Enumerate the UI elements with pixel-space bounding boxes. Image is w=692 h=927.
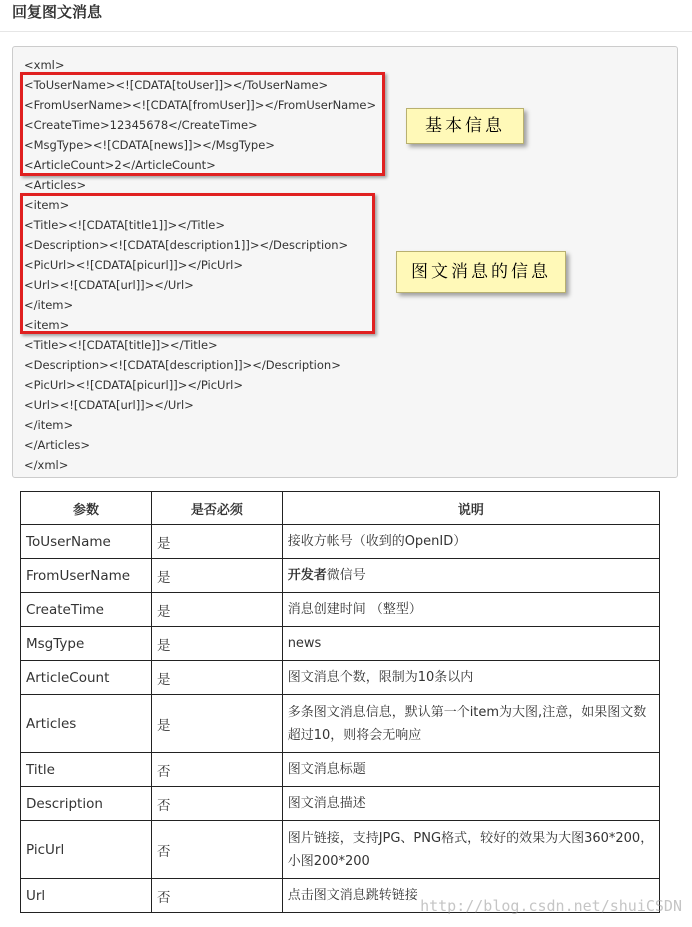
- code-line: <PicUrl><![CDATA[picurl]]></PicUrl>: [24, 258, 244, 272]
- code-line: </Articles>: [24, 438, 91, 452]
- code-line: <FromUserName><![CDATA[fromUser]]></FromUserName>: [24, 98, 377, 112]
- table-row: [21, 787, 660, 821]
- header-required: 是否必须: [151, 492, 282, 525]
- required-cell: 否: [151, 787, 282, 821]
- description-cell: 接收方帐号（收到的OpenID）: [282, 525, 659, 559]
- code-line: </item>: [24, 418, 74, 432]
- code-line: <Description><![CDATA[description]]></Description>: [24, 358, 341, 372]
- parameter-table: [20, 491, 660, 913]
- description-cell: 点击图文消息跳转链接: [282, 879, 659, 913]
- code-line: <ToUserName><![CDATA[toUser]]></ToUserName>: [24, 78, 329, 92]
- param-cell: ToUserName: [21, 525, 152, 559]
- title-divider: [0, 31, 692, 32]
- param-cell: MsgType: [21, 627, 152, 661]
- code-line: <PicUrl><![CDATA[picurl]]></PicUrl>: [24, 378, 244, 392]
- table-row: [21, 627, 660, 661]
- table-header-row: [21, 492, 660, 525]
- page-title: 回复图文消息: [12, 3, 103, 21]
- param-cell: Url: [21, 879, 152, 913]
- code-line: </xml>: [24, 458, 69, 472]
- param-cell: Title: [21, 753, 152, 787]
- code-line: <Title><![CDATA[title1]]></Title>: [24, 218, 225, 232]
- description-cell: news: [282, 627, 659, 661]
- required-cell: 是: [151, 695, 282, 753]
- code-line: <Articles>: [24, 178, 87, 192]
- code-line: <Title><![CDATA[title]]></Title>: [24, 338, 218, 352]
- description-bold: 开发者: [287, 568, 327, 583]
- required-cell: 否: [151, 821, 282, 879]
- description-cell: 图文消息个数，限制为10条以内: [282, 661, 659, 695]
- required-cell: 否: [151, 879, 282, 913]
- code-line: <Url><![CDATA[url]]></Url>: [24, 398, 194, 412]
- header-param: 参数: [21, 492, 152, 525]
- code-line: <item>: [24, 318, 70, 332]
- param-cell: Articles: [21, 695, 152, 753]
- required-cell: 是: [151, 525, 282, 559]
- table-row: [21, 695, 660, 753]
- table-row: [21, 559, 660, 593]
- table-row: [21, 525, 660, 559]
- article-info-callout: 图文消息的信息: [396, 251, 566, 293]
- code-line: <item>: [24, 198, 70, 212]
- required-cell: 是: [151, 661, 282, 695]
- blog-watermark: http://blog.csdn.net/shuiCSDN: [420, 897, 682, 915]
- required-cell: 是: [151, 559, 282, 593]
- basic-info-highlight: [20, 72, 385, 176]
- table-row: [21, 753, 660, 787]
- description-cell: [282, 559, 659, 593]
- param-cell: Description: [21, 787, 152, 821]
- required-cell: 否: [151, 753, 282, 787]
- description-cell: 图片链接，支持JPG、PNG格式，较好的效果为大图360*200，小图200*200: [282, 821, 659, 879]
- description-cell: 多条图文消息信息，默认第一个item为大图,注意，如果图文数超过10，则将会无响应: [282, 695, 659, 753]
- code-line: </item>: [24, 298, 74, 312]
- code-line: <CreateTime>12345678</CreateTime>: [24, 118, 258, 132]
- description-cell: 消息创建时间 （整型）: [282, 593, 659, 627]
- table-row: [21, 661, 660, 695]
- header-description: 说明: [282, 492, 659, 525]
- code-line: <Description><![CDATA[description1]]></Description>: [24, 238, 349, 252]
- table-row: [21, 593, 660, 627]
- required-cell: 是: [151, 593, 282, 627]
- code-line: <ArticleCount>2</ArticleCount>: [24, 158, 216, 172]
- description-cell: 图文消息描述: [282, 787, 659, 821]
- param-cell: ArticleCount: [21, 661, 152, 695]
- code-line: <Url><![CDATA[url]]></Url>: [24, 278, 194, 292]
- basic-info-callout: 基本信息: [406, 108, 524, 144]
- table-row: [21, 821, 660, 879]
- param-cell: CreateTime: [21, 593, 152, 627]
- code-line: <xml>: [24, 58, 65, 72]
- param-cell: PicUrl: [21, 821, 152, 879]
- required-cell: 是: [151, 627, 282, 661]
- code-line: <MsgType><![CDATA[news]]></MsgType>: [24, 138, 275, 152]
- description-rest: 微信号: [326, 568, 366, 583]
- param-cell: FromUserName: [21, 559, 152, 593]
- description-cell: 图文消息标题: [282, 753, 659, 787]
- article-info-highlight: [20, 193, 375, 334]
